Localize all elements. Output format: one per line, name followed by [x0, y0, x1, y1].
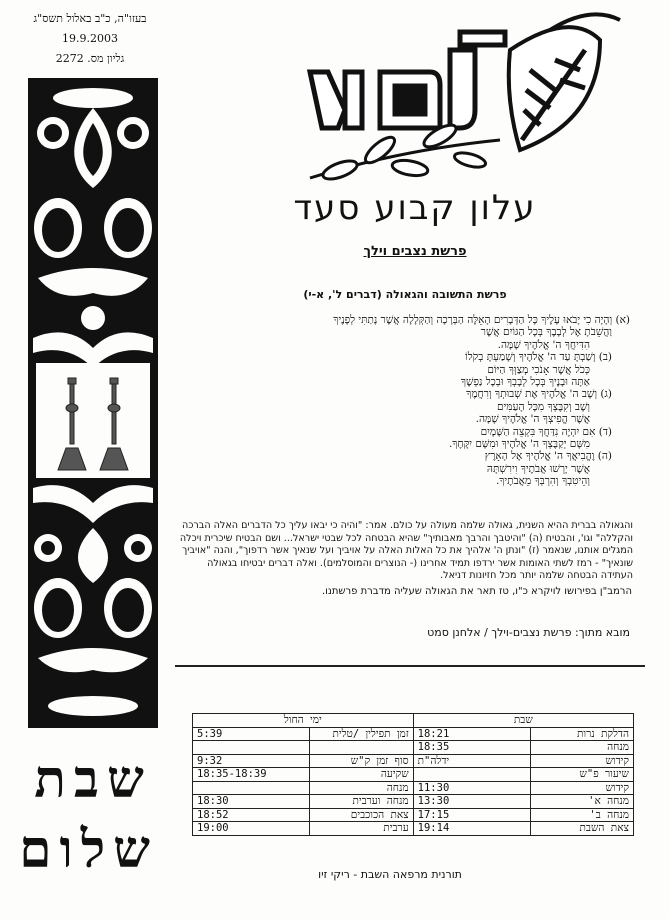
weekday-time: 5:39 — [193, 727, 310, 741]
issue-number: גליון מס. 2272 — [55, 52, 125, 65]
weekday-label: זמן תפילין /טלית — [310, 727, 413, 741]
section-title: פרשת התשובה והגאולה (דברים ל', א-י) — [303, 288, 507, 301]
table-header-row — [193, 714, 634, 728]
verse-line: אֲשֶׁר הֱפִיצְךָ ה' אֱלֹהֶיךָ שָׁמָּה. — [475, 413, 590, 426]
verse-line: אֲשֶׁר יָרְשׁוּ אֲבֹתֶיךָ וִירִשְׁתָּהּ — [486, 462, 590, 475]
attribution-line: הרמב"ן בפירושו לויקרא כ"ו, טז תאר את הגאולה שעליה מדברת פרשתנו. — [321, 586, 632, 597]
table-row — [193, 795, 634, 809]
shabbat-label: קידוש — [530, 754, 633, 768]
shabbat-word: שבת — [34, 749, 152, 810]
shabbat-time: ידלה"ת — [413, 754, 530, 768]
weekday-label: מנחה — [310, 781, 413, 795]
weekday-time: 9:32 — [193, 754, 310, 768]
gregorian-date: 19.9.2003 — [62, 32, 118, 45]
weekday-label: ערבית — [310, 822, 413, 836]
verse-line: וַהֲשֵׁבֹתָ אֶל לְבָבֶךָ בְּכָל הַגּוֹיִם אֲשֶׁר — [480, 326, 612, 339]
shalom-word: שלום — [19, 819, 158, 880]
weekday-time: 18:30 — [193, 795, 310, 809]
verse-line: (ב) וְשַׁבְתָּ עַד ה' אֱלֹהֶיךָ וְשָׁמַעְתָּ בְקֹלוֹ — [465, 351, 612, 364]
parasha-title: פרשת נצבים וילך — [363, 244, 467, 259]
verse-line: (א) וְהָיָה כִי יָבֹאוּ עָלֶיךָ כָּל הַדְּבָרִים הָאֵלֶּה הַבְּרָכָה וְהַקְּלָלָה אֲשֶׁר נָתַתִּי לְפָנֶיךָ — [333, 314, 630, 326]
shabbat-time: 18:21 — [413, 727, 530, 741]
table-row — [193, 808, 634, 822]
hebrew-date: בעזו"ה, כ"ב באלול תשס"ג — [33, 12, 147, 25]
verse-line: אַתָּה וּבָנֶיךָ בְּכָל לְבָבְךָ וּבְכָל נַפְשֶׁךָ — [460, 376, 590, 389]
table-row — [193, 754, 634, 768]
verse-line: מִשָּׁם יְקַבֶּצְךָ ה' אֱלֹהֶיךָ וּמִשָּׁם יִקָּחֶךָ. — [448, 438, 590, 451]
shabbat-label: צאת השבת — [530, 822, 633, 836]
floral-ornament-image — [28, 78, 158, 728]
weekday-label: שקיעה — [310, 768, 413, 782]
weekday-time: 19:00 — [193, 822, 310, 836]
ornament-column — [28, 78, 158, 728]
weekday-label: מנחה וערבית — [310, 795, 413, 809]
verse-line: הִדִּיחֲךָ ה' אֱלֹהֶיךָ שָׁמָּה. — [497, 338, 590, 351]
shabbat-label: מנחה ב' — [530, 808, 633, 822]
weekday-column-header: ימי החול — [193, 714, 414, 728]
shabbat-label: שיעור פ"ש — [530, 768, 633, 782]
shabbat-label: קידוש — [530, 781, 633, 795]
divider — [175, 665, 645, 667]
shabbat-time: 11:30 — [413, 781, 530, 795]
source-citation: מובא מתוך: פרשת נצבים-וילך / אלחנן סמט — [427, 626, 630, 639]
weekday-label: צאת הכוכבים — [310, 808, 413, 822]
table-row — [193, 781, 634, 795]
weekday-time: 18:52 — [193, 808, 310, 822]
shabbat-time: 17:15 — [413, 808, 530, 822]
verse-line: כְּכֹל אֲשֶׁר אָנֹכִי מְצַוְּךָ הַיּוֹם — [487, 363, 590, 376]
shabbat-time: 13:30 — [413, 795, 530, 809]
logo-text: עלים — [300, 10, 302, 11]
weekday-label: סוף זמן ק"ש — [310, 754, 413, 768]
commentary-paragraph: והגאולה בברית ההיא השנית, גאולה שלמה מעולה על כולם. אמר: "והיה כי יבאו עליך כל הדברים האלה הברכה והקללה" וגו', והבטיח (ה) "והיטבך והרבך מאבותיך" שהיא הבטחה לכל שבטי ישראל... ושם הבטיח שיכרית ויכלה המגלים אותנו, שנאמר (ז) "ונתן ה' אלהיך את כל האלות האלה על אויביך ועל שנאיך אשר רדפוך", והנה "אויביך שונאיך" - רמז לשתי האומות אשר ירדפו תמיד אחרינו (- הנוצרים והמוסלמים). ואלה דברים יבטיחו בגאולה העתידה הבטחה שלמה יותר מכל חזיונות דניאל. — [179, 520, 633, 581]
leaf-logo-image — [300, 10, 630, 190]
prayer-times-table — [192, 713, 634, 836]
footer-dedication: תורנית מרפאה השבת - ריקי זיו — [318, 868, 462, 881]
table-row — [193, 822, 634, 836]
verse-line: (ה) וֶהֱבִיאֲךָ ה' אֱלֹהֶיךָ אֶל הָאָרֶץ — [484, 450, 612, 463]
shabbat-label: מנחה — [530, 741, 633, 755]
weekday-time: 18:35-18:39 — [193, 768, 310, 782]
weekday-time — [193, 741, 310, 755]
shabbat-time: 19:14 — [413, 822, 530, 836]
table-row — [193, 741, 634, 755]
weekday-time — [193, 781, 310, 795]
shabbat-time — [413, 768, 530, 782]
shabbat-column-header: שבת — [413, 714, 633, 728]
verses-block — [190, 314, 630, 488]
table-row — [193, 727, 634, 741]
masthead-logo — [300, 10, 630, 190]
shabbat-time: 18:35 — [413, 741, 530, 755]
shabbat-label: הדלקת נרות — [530, 727, 633, 741]
verse-line: (ד) אִם יִהְיֶה נִדַּחֲךָ בִּקְצֵה הַשָּׁמָיִם — [480, 425, 612, 438]
weekday-label — [310, 741, 413, 755]
verse-line: (ג) וְשָׁב ה' אֱלֹהֶיךָ אֶת שְׁבוּתְךָ וְרִחֲמֶךָ — [466, 388, 612, 401]
verse-line: וְהֵיטִבְךָ וְהִרְבְּךָ מֵאֲבֹתֶיךָ. — [495, 475, 590, 488]
table-row — [193, 768, 634, 782]
shabbat-label: מנחה א' — [530, 795, 633, 809]
shabbat-shalom-greeting — [19, 745, 158, 885]
newsletter-subtitle: עלון קבוע סעד — [293, 188, 537, 228]
verse-line: וְשָׁב וְקִבֶּצְךָ מִכָּל הָעַמִּים — [497, 400, 590, 413]
